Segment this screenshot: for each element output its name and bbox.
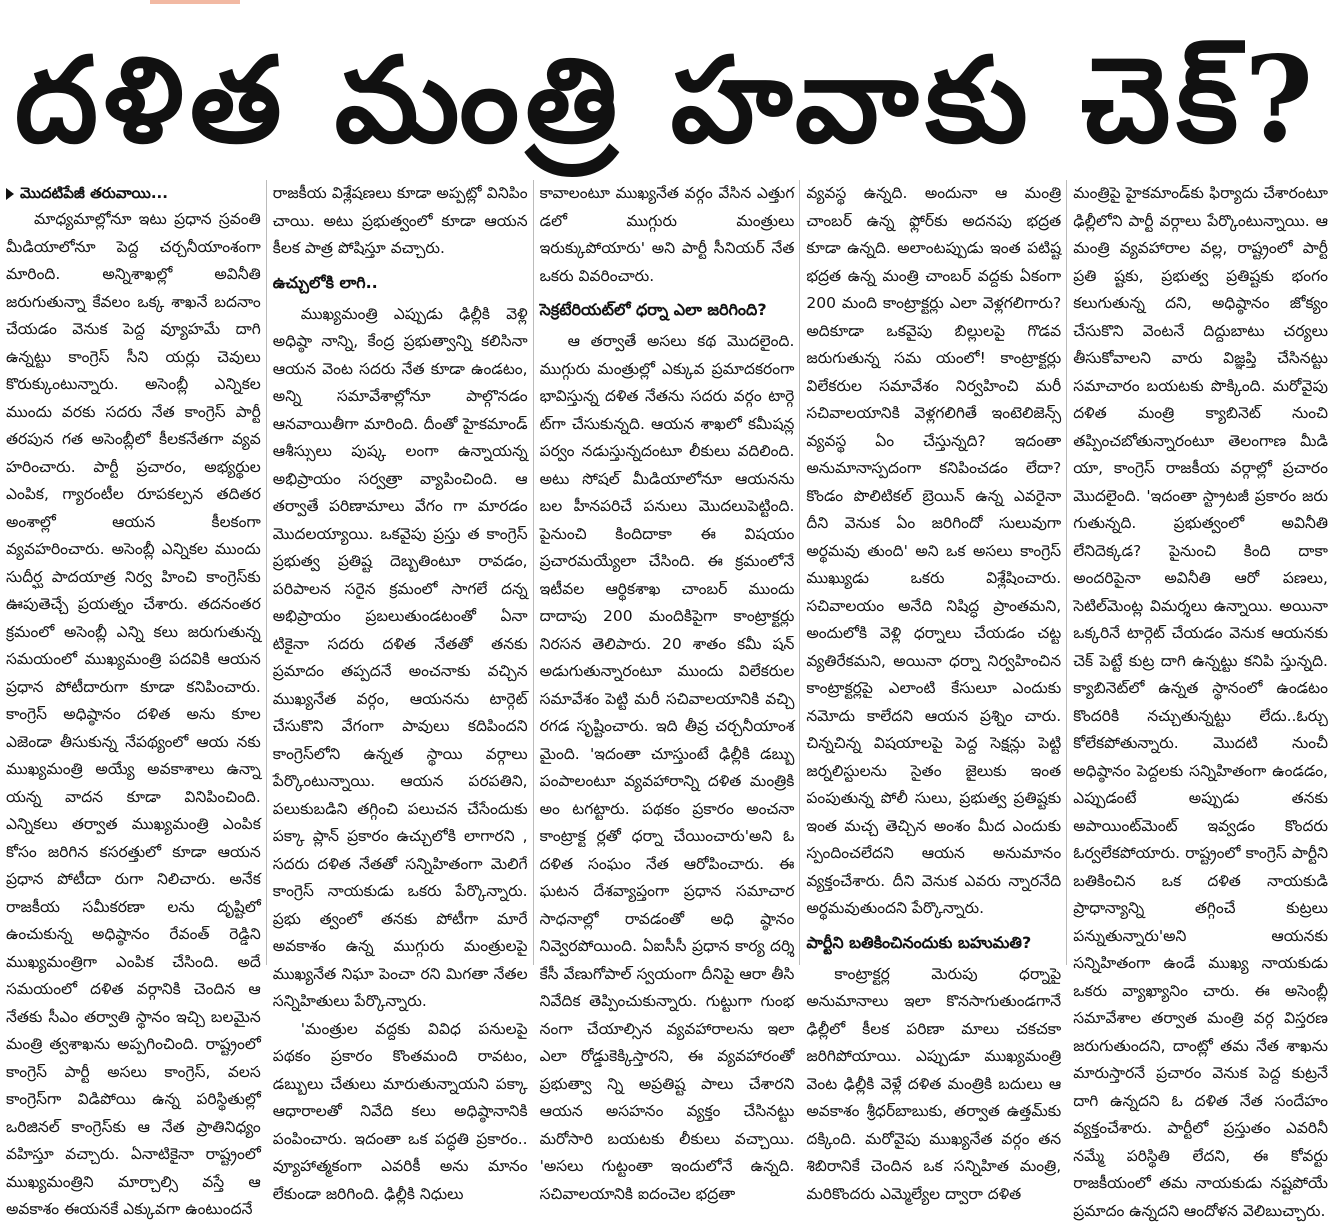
top-strip [0, 0, 1334, 10]
column-2 [272, 180, 528, 1203]
column-4 [806, 180, 1062, 1203]
paragraph: వ్యవస్థ ఉన్నది. అందునా ఆ మంత్రి చాంబర్ ఉన్న ఫ్లోర్‌కు అదనపు భద్రత కూడా ఉన్నది. అలాంటప్పుడు ఇంత పటిష్ట భద్రత ఉన్న మంత్రి చాంబర్ వద్దకు ఏకంగా 200 మంది కాంట్రాక్టర్లు ఎలా వెళ్లగలిగారు? అదికూడా ఒకవైపు బిల్లులపై గొడవ జరుగుతున్న సమ యంలో! కాంట్రాక్టర్లు విలేకరుల సమావేశం నిర్వహించి మరీ సచివాలయానికి వెళ్లగలిగితే ఇంటెలిజెన్స్ వ్యవస్థ ఏం చేస్తున్నది? ఇదంతా అనుమానాస్పదంగా కనిపించడం లేదా? కొండం పొలిటికల్ బ్రెయిన్ ఉన్న ఎవరైనా దీని వెనుక ఏం జరిగిందో సులువుగా అర్థమవు తుంది' అని ఒక అసలు కాంగ్రెస్ ముఖ్యుడు ఒకరు విశ్లేషించారు. సచివాలయం అనేది నిషిద్ధ ప్రాంతమని, అందులోకి వెళ్లి ధర్నాలు చేయడం చట్ట వ్యతిరేకమని, అయినా ధర్నా నిర్వహించిన కాంట్రాక్టర్లపై ఎలాంటి కేసులూ ఎందుకు నమోదు కాలేదని ఆయన ప్రశ్నిం చారు. చిన్నచిన్న విషయాలపై పెద్ద సెక్షన్లు పెట్టి జర్నలిస్టులను సైతం జైలుకు ఇంత పంపుతున్న పోలీ సులు, ప్రభుత్వ ప్రతిష్టకు ఇంత మచ్చ తెచ్చిన అంశం మీద ఎందుకు స్పందించలేదని ఆయన అనుమానం వ్యక్తంచేశారు. దీని వెనుక ఎవరు న్నారనేది అర్థమవుతుందని పేర్కొన్నారు. [806, 184, 1062, 917]
color-accent [150, 0, 240, 4]
subheading: ఉచ్చులోకి లాగి.. [272, 272, 378, 292]
headline: దళిత మంత్రి హవాకు చెక్? [14, 30, 1320, 169]
paragraph: ఆ తర్వాతే అసలు కథ మొదలైంది. ముగ్గురు మంత్రుల్లో ఎక్కువ ప్రమాదకరంగా భావిస్తున్న దళిత నేతను సదరు వర్గం టార్గె ట్‌గా చేసుకున్నది. ఆయన శాఖలో కమీషన్ల పర్వం నడుస్తున్నదంటూ లీకులు వదిలింది. అటు సోషల్ మీడియాలోనూ ఆయనను బల హీనపరిచే పనులు మొదలుపెట్టింది. పైనుంచి కిందిదాకా ఈ విషయం ప్రచారమయ్యేలా చేసింది. ఈ క్రమంలోనే ఇటీవల ఆర్థికశాఖ చాంబర్ ముందు దాదాపు 200 మందికిపైగా కాంట్రాక్టర్లు నిరసన తెలిపారు. 20 శాతం కమీ షన్ అడుగుతున్నారంటూ ముందు విలేకరుల సమావేశం పెట్టి మరీ సచివాలయానికి వచ్చి రగడ సృష్టించారు. ఇది తీవ్ర చర్చనీయాంశ మైంది. 'ఇదంతా చూస్తుంటే ఢిల్లీకి డబ్బు పంపాలంటూ వ్యవహారాన్ని దళిత మంత్రికి అం టగట్టారు. పథకం ప్రకారం అంచనా కాంట్రాక్ట ర్లతో ధర్నా చేయించారు'అని ఓ దళిత సంఘం నేత ఆరోపించారు. ఈ ఘటన దేశవ్యాప్తంగా ప్రధాన సమాచార సాధనాల్లో రావడంతో అధి ష్ఠానం నివ్వెరపోయింది. ఏఐసీసీ ప్రధాన కార్య దర్శి కేసీ వేణుగోపాల్ స్వయంగా దీనిపై ఆరా తీసి నివేదిక తెప్పించుకున్నారు. గుట్టుగా గుంభ నంగా చేయాల్సిన వ్యవహారాలను ఇలా ఎలా రోడ్డుకెక్కిస్తారని, ఈ వ్యవహారంతో ప్రభుత్వా న్ని అప్రతిష్ట పాలు చేశారని ఆయన అసహనం వ్యక్తం చేసినట్టు మరోసారి బయటకు లీకులు వచ్చాయి. 'అసలు గుట్టంతా ఇందులోనే ఉన్నది. సచివాలయానికి ఐదంచెల భద్రతా [539, 332, 795, 1203]
arrow-icon [6, 188, 14, 200]
paragraph: ముఖ్యమంత్రి ఎప్పుడు ఢిల్లీకి వెళ్లి అధిష్ఠా నాన్ని, కేంద్ర ప్రభుత్వాన్ని కలిసినా ఆయన వెంట సదరు నేత కూడా ఉండటం, అన్ని సమావేశాల్లోనూ పాల్గొనడం ఆనవాయితీగా మారింది. దీంతో హైకమాండ్ ఆశీస్సులు పుష్క లంగా ఉన్నాయన్న అభిప్రాయం సర్వత్రా వ్యాపించింది. ఆ తర్వాతే పరిణామాలు వేగం గా మారడం మొదలయ్యాయి. ఒకవైపు ప్రస్తు త కాంగ్రెస్ ప్రభుత్వ ప్రతిష్ట దెబ్బతింటూ రావడం, పరిపాలన సరైన క్రమంలో సాగలే దన్న అభిప్రాయం ప్రబలుతుండటంతో ఏనా టికైనా సదరు దళిత నేతతో తనకు ప్రమాదం తప్పదనే అంచనాకు వచ్చిన ముఖ్యనేత వర్గం, ఆయనను టార్గెట్ చేసుకొని వేగంగా పావులు కదిపిందని కాంగ్రెస్‌లోని ఉన్నత స్థాయి వర్గాలు పేర్కొంటున్నాయి. ఆయన పరపతిని, పలుకుబడిని తగ్గించి పలుచన చేసేందుకు పక్కా ప్లాన్ ప్రకారం ఉచ్చులోకి లాగారని , సదరు దళిత నేతతో సన్నిహితంగా మెలిగే కాంగ్రెస్ నాయకుడు ఒకరు పేర్కొన్నారు. ప్రభు త్వంలో తనకు పోటీగా మారే అవకాశం ఉన్న ముగ్గురు మంత్రులపై ముఖ్యనేత నిఘా పెంచా రని మిగతా నేతల సన్నిహితులు పేర్కొన్నారు. [272, 304, 528, 1010]
paragraph: 'మంత్రుల వద్దకు వివిధ పనులపై పథకం ప్రకారం కొంతమంది రావటం, డబ్బులు చేతులు మారుతున్నాయని పక్కా ఆధారాలతో నివేది కలు అధిష్ఠానానికి పంపించారు. ఇదంతా ఒక పద్ధతి ప్రకారం.. వ్యూహాత్మకంగా ఎవరికీ అను మానం లేకుండా జరిగింది. ఢిల్లీకి నిధులు [272, 1019, 528, 1203]
article-body [6, 180, 1328, 1220]
subheading: పార్టీని బతికించినందుకు బహుమతి? [806, 932, 1032, 952]
column-3 [539, 180, 795, 1203]
column-5 [1073, 180, 1328, 1220]
paragraph: మాధ్యమాల్లోనూ ఇటు ప్రధాన స్రవంతి మీడియాలోనూ పెద్ద చర్చనీయాంశంగా మారింది. అన్నిశాఖల్లో అవినీతి జరుగుతున్నా కేవలం ఒక్క శాఖనే బదనాం చేయడం వెనుక పెద్ద వ్యూహమే దాగి ఉన్నట్టు కాంగ్రెస్ సీని యర్లు చెవులు కొరుక్కుంటున్నారు. అసెంబ్లీ ఎన్నికల ముందు వరకు సదరు నేత కాంగ్రెస్ పార్టీ తరపున గత అసెంబ్లీలో కీలకనేతగా వ్యవ హరించారు. పార్టీ ప్రచారం, అభ్యర్థుల ఎంపిక, గ్యారంటీల రూపకల్పన తదితర అంశాల్లో ఆయన కీలకంగా వ్యవహరించారు. అసెంబ్లీ ఎన్నికల ముందు సుదీర్ఘ పాదయాత్ర నిర్వ హించి కాంగ్రెస్‌కు ఊపుతెచ్చే ప్రయత్నం చేశారు. తదనంతర క్రమంలో అసెంబ్లీ ఎన్ని కలు జరుగుతున్న సమయంలో ముఖ్యమంత్రి పదవికి ఆయన ప్రధాన పోటీదారుగా కూడా కనిపించారు. కాంగ్రెస్ అధిష్ఠానం దళిత అను కూల ఎజెండా తీసుకున్న నేపథ్యంలో ఆయ నకు ముఖ్యమంత్రి అయ్యే అవకాశాలు ఉన్నా యన్న వాదన కూడా వినిపించింది. ఎన్నికలు తర్వాత ముఖ్యమంత్రి ఎంపిక కోసం జరిగిన కసరత్తులో కూడా ఆయన ప్రధాన పోటీదా రుగా నిలిచారు. అనేక రాజకీయ సమీకరణా లను దృష్టిలో ఉంచుకున్న అధిష్ఠానం రేవంత్ రెడ్డిని ముఖ్యమంత్రిగా ఎంపిక చేసింది. అదే సమయంలో దళిత వర్గానికి చెందిన ఆ నేతకు సీఎం తర్వాతి స్థానం ఇచ్చి బలమైన మంత్రి త్వశాఖను అప్పగించింది. రాష్ట్రంలో కాంగ్రెస్ పార్టీ అసలు కాంగ్రెస్, వలస కాంగ్రెస్‌గా విడిపోయి ఉన్న పరిస్థితుల్లో ఒరిజినల్ కాంగ్రెస్‌కు ఆ నేత ప్రాతినిధ్యం వహిస్తూ వచ్చారు. ఏనాటికైనా రాష్ట్రంలో ముఖ్యమంత్రిని మార్చాల్సి వస్తే ఆ అవకాశం ఈయనకే ఎక్కువగా ఉంటుందనే [6, 210, 261, 1218]
subheading: సెక్రటేరియట్‌లో ధర్నా ఎలా జరిగింది? [539, 300, 767, 319]
paragraph: రాజకీయ విశ్లేషణలు కూడా అప్పట్లో వినిపిం చాయి. అటు ప్రభుత్వంలో కూడా ఆయన కీలక పాత్ర పోషిస్తూ వచ్చారు. [272, 184, 528, 257]
paragraph: కావాలంటూ ముఖ్యనేత వర్గం వేసిన ఎత్తుగ డలో ముగ్గురు మంత్రులు ఇరుక్కుపోయారు' అని పార్టీ సీనియర్ నేత ఒకరు వివరించారు. [539, 184, 795, 285]
paragraph: కాంట్రాక్టర్ల మెరుపు ధర్నాపై అనుమానాలు ఇలా కొనసాగుతుండగానే ఢిల్లీలో కీలక పరిణా మాలు చకచకా జరిగిపోయాయి. ఎప్పుడూ ముఖ్యమంత్రి వెంట ఢిల్లీకి వెళ్లే దళిత మంత్రికి బదులు ఆ అవకాశం శ్రీధర్‌బాబుకు, తర్వాత ఉత్తమ్‌కు దక్కింది. మరోవైపు ముఖ్యనేత వర్గం తన శిబిరానికే చెందిన ఒక సన్నిహిత మంత్రి, మరికొందరు ఎమ్మెల్యేల ద్వారా దళిత [806, 964, 1062, 1203]
continuation-kicker [6, 180, 261, 206]
column-1 [6, 180, 261, 1218]
paragraph: మంత్రిపై హైకమాండ్‌కు ఫిర్యాదు చేశారంటూ ఢిల్లీలోని పార్టీ వర్గాలు పేర్కొంటున్నాయి. ఆ మంత్రి వ్యవహారాల వల్ల, రాష్ట్రంలో పార్టీ ప్రతి ష్టకు, ప్రభుత్వ ప్రతిష్టకు భంగం కలుగుతున్న దని, అధిష్ఠానం జోక్యం చేసుకొని వెంటనే దిద్దుబాటు చర్యలు తీసుకోవాలని వారు విజ్ఞప్తి చేసినట్టు సమాచారం బయటకు పొక్కింది. మరోవైపు దళిత మంత్రి క్యాబినెట్ నుంచి తప్పించబోతున్నారంటూ తెలంగాణ మీడి యా, కాంగ్రెస్ రాజకీయ వర్గాల్లో ప్రచారం మొదలైంది. 'ఇదంతా స్ట్రాటజీ ప్రకారం జరు గుతున్నది. ప్రభుత్వంలో అవినీతి లేనిదెక్కడ? పైనుంచి కింది దాకా అందరిపైనా అవినీతి ఆరో పణలు, సెటిల్‌మెంట్ల విమర్శలు ఉన్నాయి. అయినా ఒక్కరినే టార్గెట్ చేయడం వెనుక ఆయనకు చెక్ పెట్టే కుట్ర దాగి ఉన్నట్టు కనిపి స్తున్నది. క్యాబినెట్‌లో ఉన్నత స్థానంలో ఉండటం కొందరికి నచ్చుతున్నట్టు లేదు..ఓర్చు కోలేకపోతున్నారు. మొదటి నుంచీ అధిష్ఠానం పెద్దలకు సన్నిహితంగా ఉండడం, ఎప్పుడంటే అప్పుడు తనకు అపాయింట్‌మెంట్ ఇవ్వడం కొందరు ఓర్వలేకపోయారు. రాష్ట్రంలో కాంగ్రెస్ పార్టీని బతికించిన ఒక దళిత నాయకుడి ప్రాధాన్యాన్ని తగ్గించే కుట్రలు పన్నుతున్నారు'అని ఆయనకు సన్నిహితంగా ఉండే ముఖ్య నాయకుడు ఒకరు వ్యాఖ్యానిం చారు. ఈ అసెంబ్లీ సమావేశాల తర్వాత మంత్రి వర్గ విస్తరణ జరుగుతుందని, దాంట్లో తమ నేత శాఖను మారుస్తారనే ప్రచారం వెనుక పెద్ద కుట్రనే దాగి ఉన్నదని ఓ దళిత నేత సందేహం వ్యక్తంచేశారు. పార్టీలో ప్రస్తుతం ఎవరినీ నమ్మే పరిస్థితి లేదని, ఈ కోవర్టు రాజకీయంలో తమ నాయకుడు నష్టపోయే ప్రమాదం ఉన్నదని ఆందోళన వెలిబుచ్చారు. [1073, 184, 1328, 1220]
kicker-text: మొదటిపేజీ తరువాయి... [20, 184, 168, 202]
